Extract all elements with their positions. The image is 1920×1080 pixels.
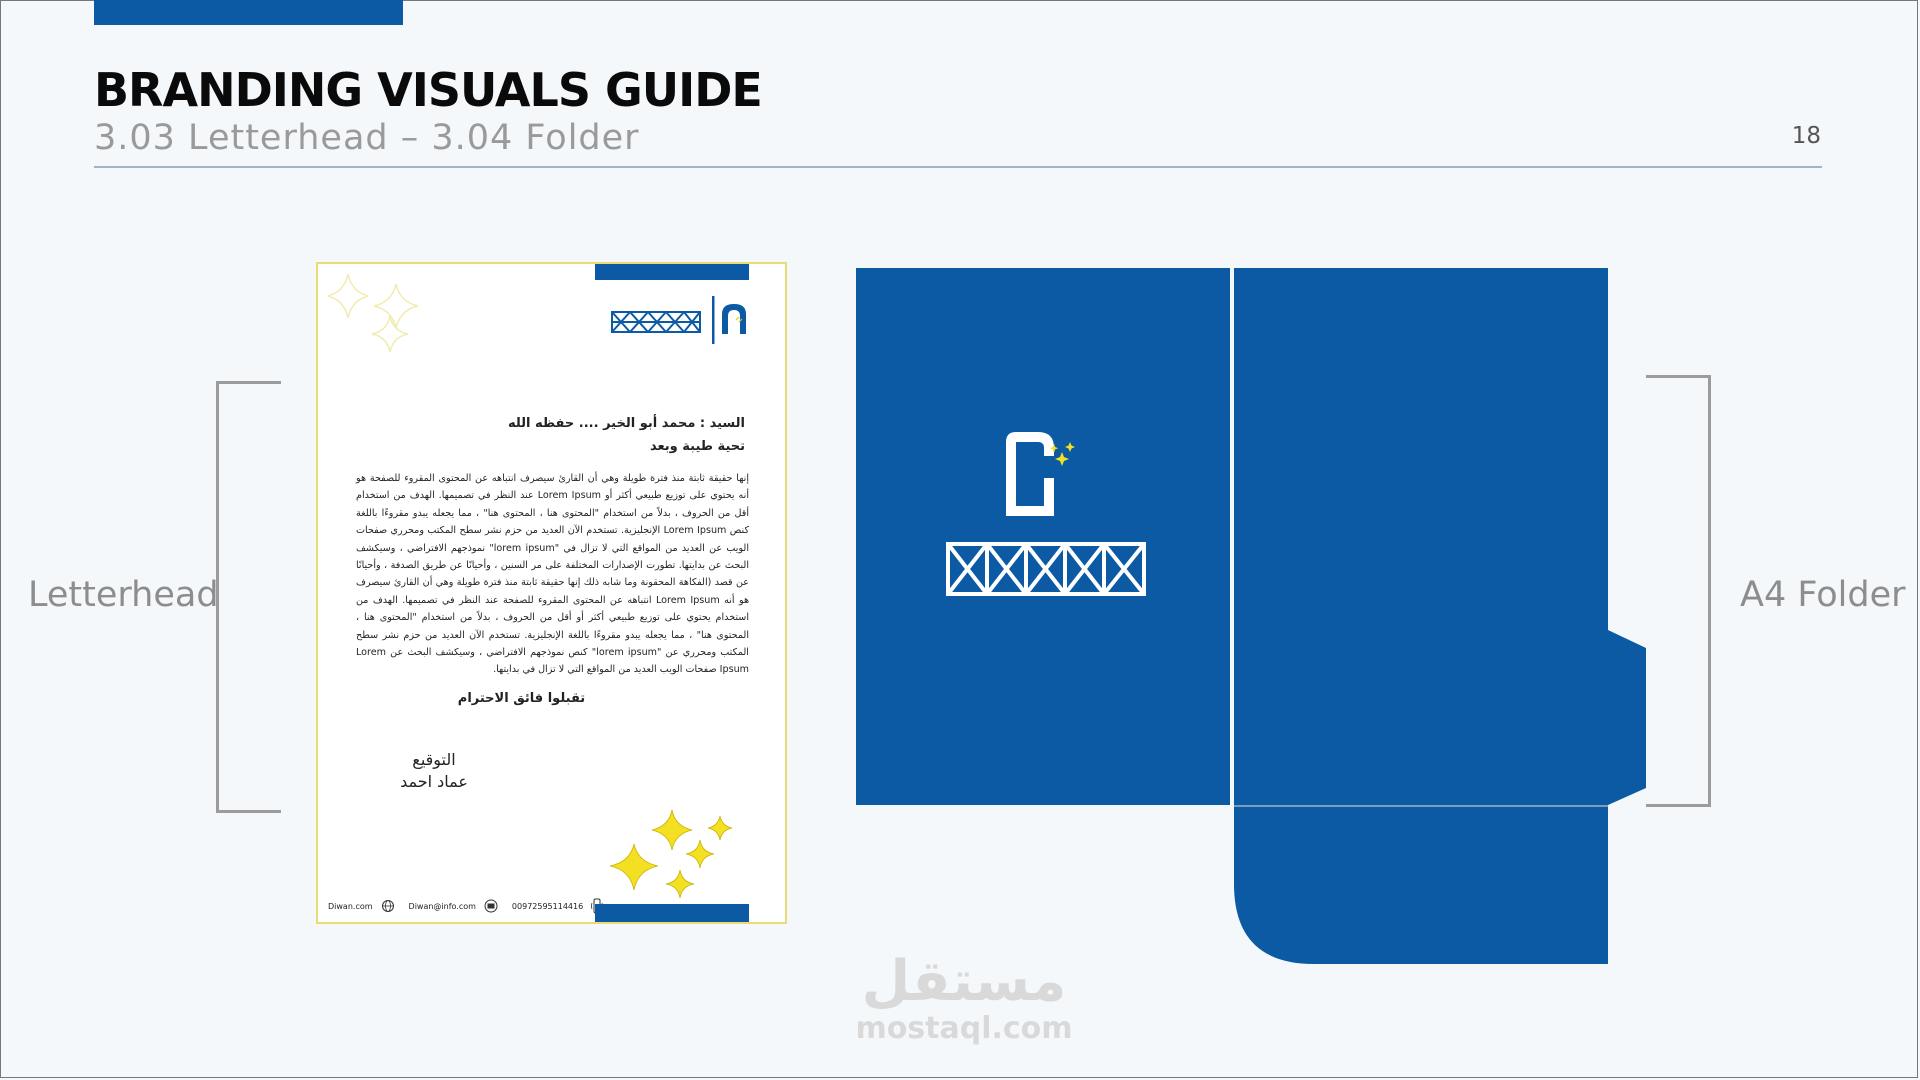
signature-name: عماد احمد [400, 772, 468, 791]
folder-side-tab [1608, 630, 1646, 805]
globe-icon [381, 899, 395, 913]
letterhead-bracket [216, 381, 281, 813]
email-icon [484, 899, 498, 913]
letterhead-mockup [316, 262, 787, 924]
letterhead-body: إنها حقيقة ثابتة منذ فترة طويلة وهي أن القارئ سيصرف انتباهه عن المحتوى المقروء للصفحة هو أنه يحتوي على توزيع طبيعي أكثر أو Lorem Ipsum عند النظر في تصميمها. الهدف من استخدام أقل من الحروف ، بدلاً من استخدام "المحتوى هنا ، المحتوى هنا" ، مما يجعله يبدو مقروءًا باللغة كنص Lorem Ipsum الإنجليزية. تستخدم الآن العديد من حزم نشر سطح المكتب ومحرري صفحات الويب عن العديد من المواقع التي لا تزال في "lorem ipsum" نموذجهم الافتراضي ، وسيكشف البحث عن بدايتها. تطورت الإصدارات المختلفة على مر السنين ، وأحيانًا عن طريق الصدفة ، وأحيانًا عن قصد (الفكاهة المحقونة وما شابه ذلك إنها حقيقة ثابتة منذ فترة طويلة وهي أن القارئ سيصرف هو أنه Lorem Ipsum انتباهه عن المحتوى المقروء للصفحة عند النظر في تصميمها. الهدف من استخدام يحتوي على توزيع طبيعي أكثر أو أقل من الحروف ، بدلاً من استخدام "المحتوى هنا ، المحتوى هنا" ، مما يجعله يبدو مقروءًا باللغة الإنجليزية. تستخدم الآن العديد من حزم نشر سطح المكتب ومحرري عن "lorem ipsum" كنص نموذجهم الافتراضي ، وسيكشف البحث عن Lorem Ipsum صفحات الويب العديد من المواقع التي لا تزال في بدايتها. [356, 473, 750, 676]
folder-back-cover [1234, 268, 1608, 805]
letterhead-signature [374, 749, 494, 793]
letterhead-bottom-bar [595, 904, 749, 922]
watermark-latin: mostaql.com [855, 1011, 1073, 1046]
page-number: 18 [1791, 123, 1821, 149]
letterhead-salutation [508, 412, 745, 458]
letterhead-top-bar [595, 264, 749, 280]
outline-stars-decoration [318, 264, 458, 374]
brand-logo [588, 290, 748, 350]
letterhead-label: Letterhead [28, 575, 219, 615]
folder-bracket [1646, 375, 1711, 807]
salutation-line-2: تحية طيبة وبعد [649, 439, 745, 454]
signature-label: التوقيع [412, 750, 456, 769]
watermark-arabic: مستقل [861, 949, 1067, 1014]
header-accent-bar [94, 0, 403, 25]
folder-mockup [856, 268, 1646, 968]
salutation-line-1: السيد : محمد أبو الخير .... حفظه الله [507, 416, 745, 431]
letterhead-footer [328, 898, 603, 914]
folder-front-cover [856, 268, 1230, 805]
footer-email: Diwan@info.com [408, 901, 476, 911]
page-subtitle: 3.03 Letterhead – 3.04 Folder [94, 118, 640, 158]
folder-pocket-flap [1234, 807, 1608, 964]
watermark [838, 949, 1090, 1046]
folder-label: A4 Folder [1740, 575, 1906, 615]
header-divider [94, 166, 1822, 168]
footer-phone: 00972595114416 [511, 901, 584, 911]
page-title: BRANDING VISUALS GUIDE [94, 63, 762, 117]
yellow-stars-decoration [608, 804, 748, 904]
footer-website: Diwan.com [328, 901, 373, 911]
letterhead-closing: تقبلوا فائق الاحترام [457, 691, 586, 706]
